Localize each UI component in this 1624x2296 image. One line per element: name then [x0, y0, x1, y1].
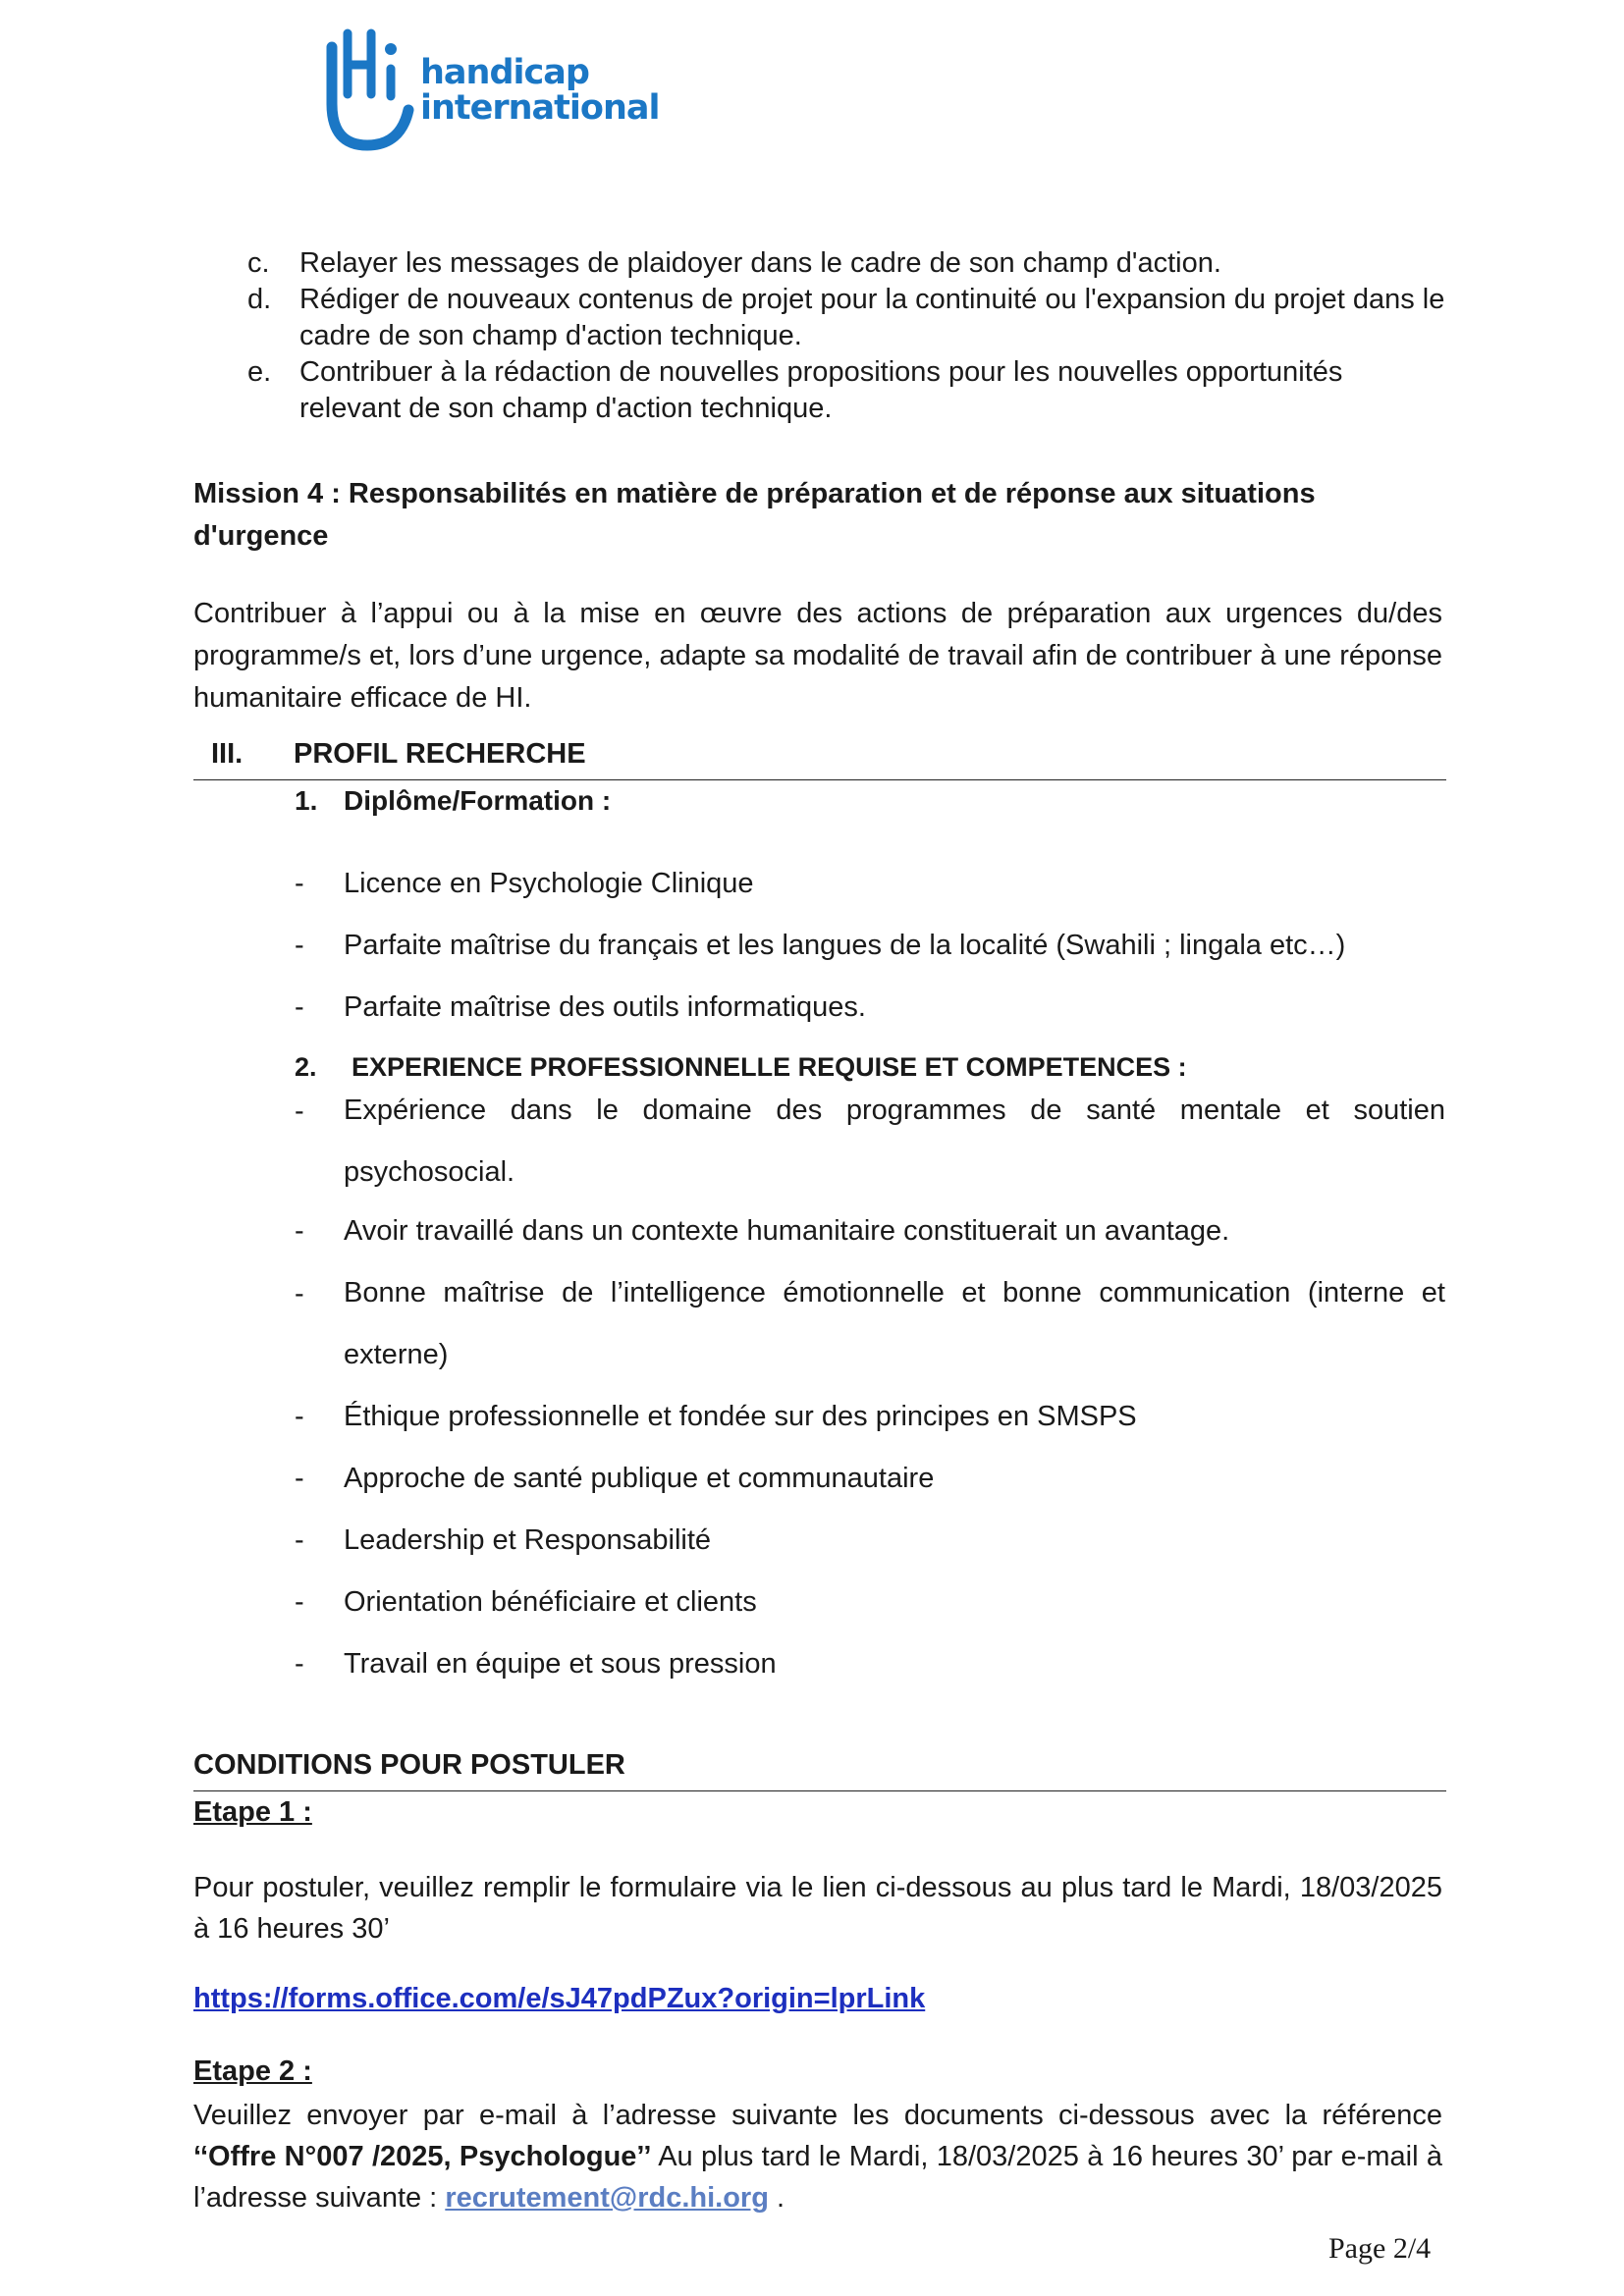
offer-reference: ‘‘Offre N°007 /2025, Psychologue’’: [193, 2141, 652, 2172]
experience-item: [295, 1399, 1445, 1435]
step-2-end: .: [768, 2182, 785, 2214]
diploma-item: [295, 989, 1445, 1026]
step-2-label: Etape 2 :: [193, 2056, 312, 2087]
diploma-item: [295, 866, 1445, 902]
experience-item: [295, 1522, 1445, 1559]
step-2-paragraph: [193, 2095, 1442, 2218]
section-number: III.: [211, 738, 244, 770]
dash-bullet: -: [295, 1095, 304, 1127]
dash-bullet: -: [295, 1524, 304, 1556]
experience-item: [295, 1646, 1445, 1682]
step-2-text-a: Veuillez envoyer par e-mail à l’adresse suivante les documents ci-dessous avec la référence: [193, 2100, 1442, 2131]
dash-bullet: -: [295, 1586, 304, 1618]
diploma-text: Parfaite maîtrise des outils informatiques.: [344, 991, 866, 1023]
list-marker: e.: [247, 356, 272, 388]
mission-4-heading: Mission 4 : Responsabilités en matière de préparation et de réponse aux situations d'urgence: [193, 478, 1316, 552]
step-1-paragraph: Pour postuler, veuillez remplir le formulaire via le lien ci-dessous au plus tard le Mardi, 18/03/2025 à 16 heures 30’: [193, 1872, 1442, 1945]
diploma-item: [295, 928, 1445, 964]
subheading-title: EXPERIENCE PROFESSIONNELLE REQUISE ET COMPETENCES :: [352, 1052, 1187, 1082]
dash-bullet: -: [295, 868, 304, 899]
list-item-text: Relayer les messages de plaidoyer dans le cadre de son champ d'action.: [299, 247, 1221, 279]
experience-text: Avoir travaillé dans un contexte humanitaire constituerait un avantage.: [344, 1215, 1230, 1247]
subheading-number: 1.: [295, 785, 318, 816]
section-heading-profil: [193, 738, 1446, 780]
section-title: PROFIL RECHERCHE: [294, 738, 586, 770]
step-1-label: Etape 1 :: [193, 1796, 312, 1828]
list-marker: c.: [247, 247, 270, 279]
diploma-text: Licence en Psychologie Clinique: [344, 868, 754, 899]
logo-line-handicap: handicap: [420, 53, 589, 92]
dash-bullet: -: [295, 991, 304, 1023]
experience-text: Approche de santé publique et communautaire: [344, 1463, 935, 1494]
hi-hand-logo-icon: [320, 26, 418, 153]
experience-text: Leadership et Responsabilité: [344, 1524, 712, 1556]
experience-text: Expérience dans le domaine des programmes de santé mentale et soutien psychosocial.: [344, 1095, 1445, 1188]
list-marker: d.: [247, 284, 272, 315]
experience-text: Éthique professionnelle et fondée sur des principes en SMSPS: [344, 1401, 1137, 1432]
dash-bullet: -: [295, 930, 304, 961]
experience-text: Travail en équipe et sous pression: [344, 1648, 777, 1680]
page-number: Page 2/4: [1328, 2232, 1432, 2265]
conditions-heading: CONDITIONS POUR POSTULER: [193, 1749, 1446, 1791]
diploma-text: Parfaite maîtrise du français et les langues de la localité (Swahili ; lingala etc…): [344, 930, 1346, 961]
list-item: [247, 245, 1445, 282]
experience-item: [295, 1213, 1445, 1250]
experience-item: [295, 1461, 1445, 1497]
dash-bullet: -: [295, 1215, 304, 1247]
list-item-text: Contribuer à la rédaction de nouvelles propositions pour les nouvelles opportunités relevant de son champ d'action technique.: [299, 356, 1343, 424]
list-item: [247, 354, 1445, 427]
experience-item: [295, 1584, 1445, 1621]
subheading-number: 2.: [295, 1052, 317, 1082]
step-2-text-b: Au plus tard le Mardi, 18/03/2025 à 16 heures 30’ par e-mail à l’adresse suivante :: [193, 2141, 1442, 2214]
application-form-link[interactable]: https://forms.office.com/e/sJ47pdPZux?origin=lprLink: [193, 1983, 926, 2014]
dash-bullet: -: [295, 1401, 304, 1432]
dash-bullet: -: [295, 1278, 304, 1309]
dash-bullet: -: [295, 1648, 304, 1680]
lettered-list: [247, 245, 1445, 427]
recruitment-email-link[interactable]: recrutement@rdc.hi.org: [445, 2182, 769, 2214]
experience-item: [295, 1262, 1445, 1386]
dash-bullet: -: [295, 1463, 304, 1494]
handicap-international-logo: [320, 26, 660, 153]
experience-text: Bonne maîtrise de l’intelligence émotionnelle et bonne communication (interne et externe): [344, 1277, 1445, 1370]
logo-line-international: international: [420, 88, 660, 128]
subheading-title: Diplôme/Formation :: [344, 785, 612, 816]
list-item: [247, 282, 1445, 354]
mission-4-paragraph: Contribuer à l’appui ou à la mise en œuvre des actions de préparation aux urgences du/des programme/s et, lors d’une urgence, adapte sa modalité de travail afin de contribuer à une réponse humanitaire efficace de HI.: [193, 598, 1442, 714]
list-item-text: Rédiger de nouveaux contenus de projet pour la continuité ou l'expansion du projet dans le cadre de son champ d'action technique.: [299, 284, 1445, 351]
experience-item: [295, 1080, 1445, 1203]
experience-text: Orientation bénéficiaire et clients: [344, 1586, 757, 1618]
